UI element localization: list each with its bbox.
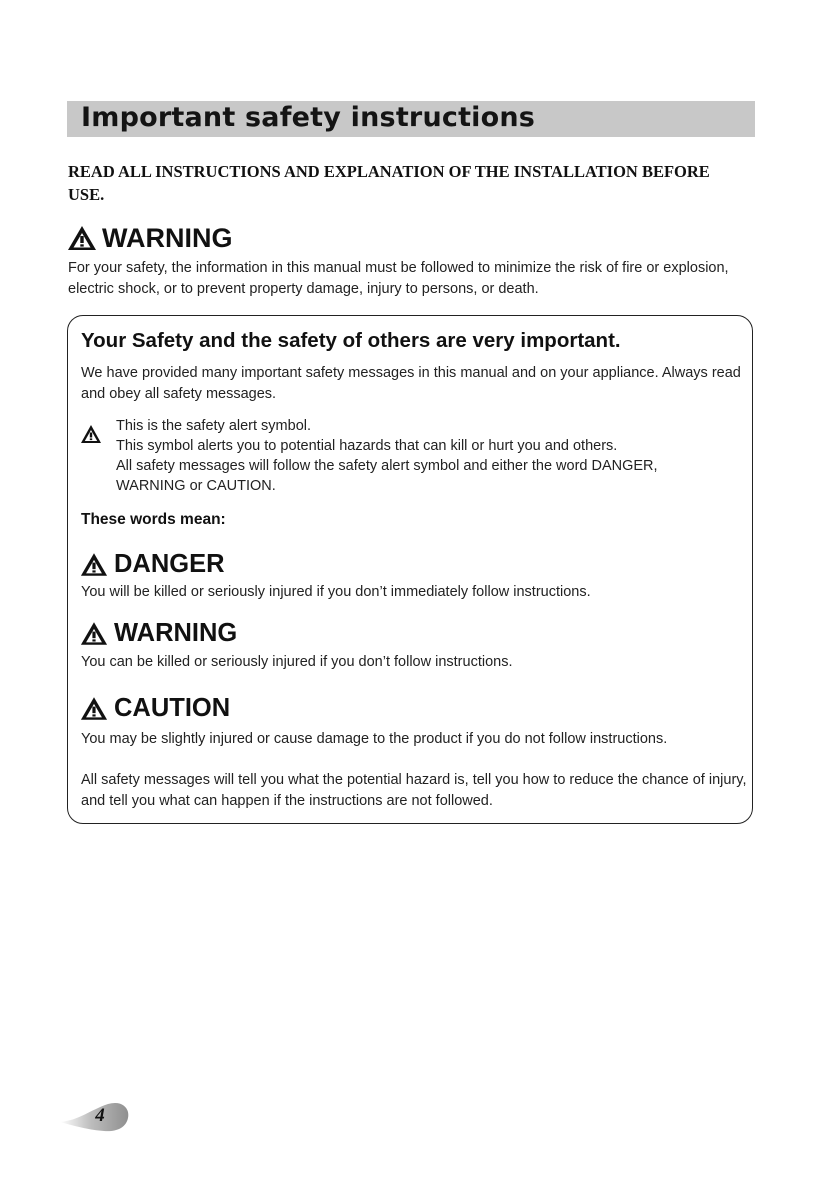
- warning-text: For your safety, the information in this manual must be followed to minimize the risk of fire or explosion, electric shock, or to prevent property damage, injury to persons, or death.: [68, 260, 729, 297]
- warning-triangle-icon: [67, 225, 97, 251]
- danger-heading: [80, 548, 225, 580]
- page-title: Important safety instructions: [81, 102, 536, 133]
- danger-text: You will be killed or seriously injured if you don’t immediately follow instructions.: [81, 584, 591, 600]
- warning-triangle-icon: [80, 696, 108, 721]
- section-title-bar: [67, 101, 755, 137]
- caution-heading: [80, 692, 230, 724]
- caution-label: CAUTION: [114, 693, 231, 722]
- closing-text: All safety messages will tell you what the potential hazard is, tell you how to reduce the chance of injury, and tell you what can happen if the instructions are not followed.: [81, 772, 747, 809]
- page-number: 4: [95, 1105, 105, 1126]
- warning-signal-heading: [80, 617, 237, 649]
- alert-line: WARNING or CAUTION.: [116, 478, 276, 494]
- alert-line: All safety messages will follow the safety alert symbol and either the word DANGER,: [116, 458, 658, 474]
- caution-text: You may be slightly injured or cause damage to the product if you do not follow instructions.: [81, 731, 668, 747]
- warning-triangle-icon: [80, 552, 108, 577]
- safety-alert-description: [116, 416, 746, 496]
- warning-signal-label: WARNING: [114, 618, 238, 647]
- read-all-instructions: READ ALL INSTRUCTIONS AND EXPLANATION OF THE INSTALLATION BEFORE USE.: [68, 162, 710, 204]
- words-mean-heading: These words mean:: [81, 511, 226, 528]
- alert-line: This symbol alerts you to potential hazards that can kill or hurt you and others.: [116, 438, 618, 454]
- warning-triangle-icon: [80, 621, 108, 646]
- warning-heading: [67, 221, 233, 255]
- safety-box-intro: We have provided many important safety messages in this manual and on your appliance. Always read and obey all safety messages.: [81, 365, 741, 402]
- danger-label: DANGER: [114, 549, 225, 578]
- safety-box-title: Your Safety and the safety of others are very important.: [81, 329, 621, 352]
- warning-label: WARNING: [102, 222, 233, 253]
- alert-line: This is the safety alert symbol.: [116, 418, 312, 434]
- warning-signal-text: You can be killed or seriously injured if you don’t follow instructions.: [81, 654, 513, 670]
- safety-alert-symbol-icon: [80, 424, 102, 444]
